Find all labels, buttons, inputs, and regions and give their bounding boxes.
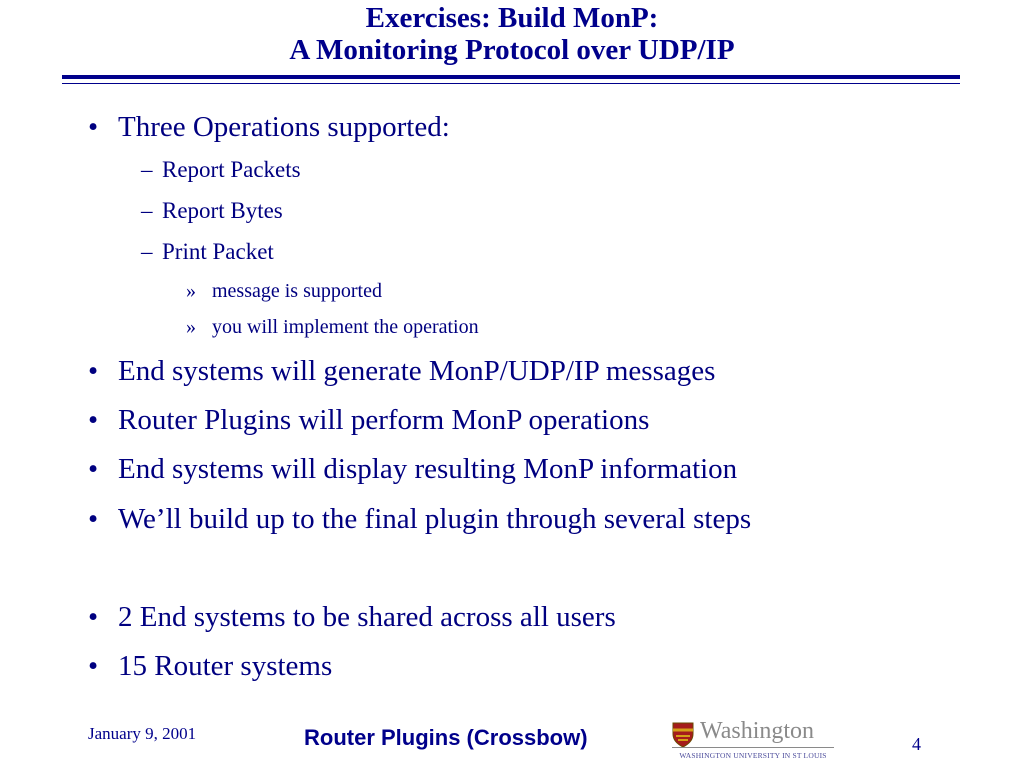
dash-marker: – <box>141 198 153 223</box>
sub-bullet-text: Report Packets <box>162 157 301 182</box>
dash-marker: – <box>141 239 153 264</box>
footer-date: January 9, 2001 <box>88 724 197 743</box>
sub-sub-bullet-text: message is supported <box>212 280 382 302</box>
dash-marker: – <box>141 157 153 182</box>
sub-bullet-text: Report Bytes <box>162 198 283 223</box>
raquo-marker: » <box>186 316 196 338</box>
bullet-text: Router Plugins will perform MonP operations <box>118 404 650 436</box>
raquo-marker: » <box>186 280 196 302</box>
bullet-marker: • <box>88 601 99 633</box>
sub-sub-bullet-text: you will implement the operation <box>212 316 479 338</box>
shield-icon <box>672 722 694 748</box>
sub-bullet-text: Print Packet <box>162 239 274 264</box>
slide-title-line-2: A Monitoring Protocol over UDP/IP <box>289 34 735 66</box>
bullet-marker: • <box>88 111 99 143</box>
bullet-text: 2 End systems to be shared across all users <box>118 601 616 633</box>
bullet-marker: • <box>88 355 99 387</box>
bullet-text: End systems will display resulting MonP information <box>118 453 738 485</box>
washington-university-logo <box>672 718 834 760</box>
logo-wordmark: Washington <box>700 718 815 744</box>
logo-tagline: WASHINGTON UNIVERSITY IN ST LOUIS <box>679 751 827 760</box>
page-number: 4 <box>912 734 921 754</box>
bullet-text: We’ll build up to the final plugin through several steps <box>118 503 752 535</box>
slide-title-line-1: Exercises: Build MonP: <box>365 2 659 34</box>
bullet-text: Three Operations supported: <box>118 111 450 143</box>
logo-divider <box>672 747 834 748</box>
bullet-marker: • <box>88 404 99 436</box>
bullet-marker: • <box>88 453 99 485</box>
footer-title: Router Plugins (Crossbow) <box>304 725 588 750</box>
bullet-text: 15 Router systems <box>118 650 333 682</box>
bullet-marker: • <box>88 503 99 535</box>
bullet-marker: • <box>88 650 99 682</box>
bullet-text: End systems will generate MonP/UDP/IP messages <box>118 355 716 387</box>
